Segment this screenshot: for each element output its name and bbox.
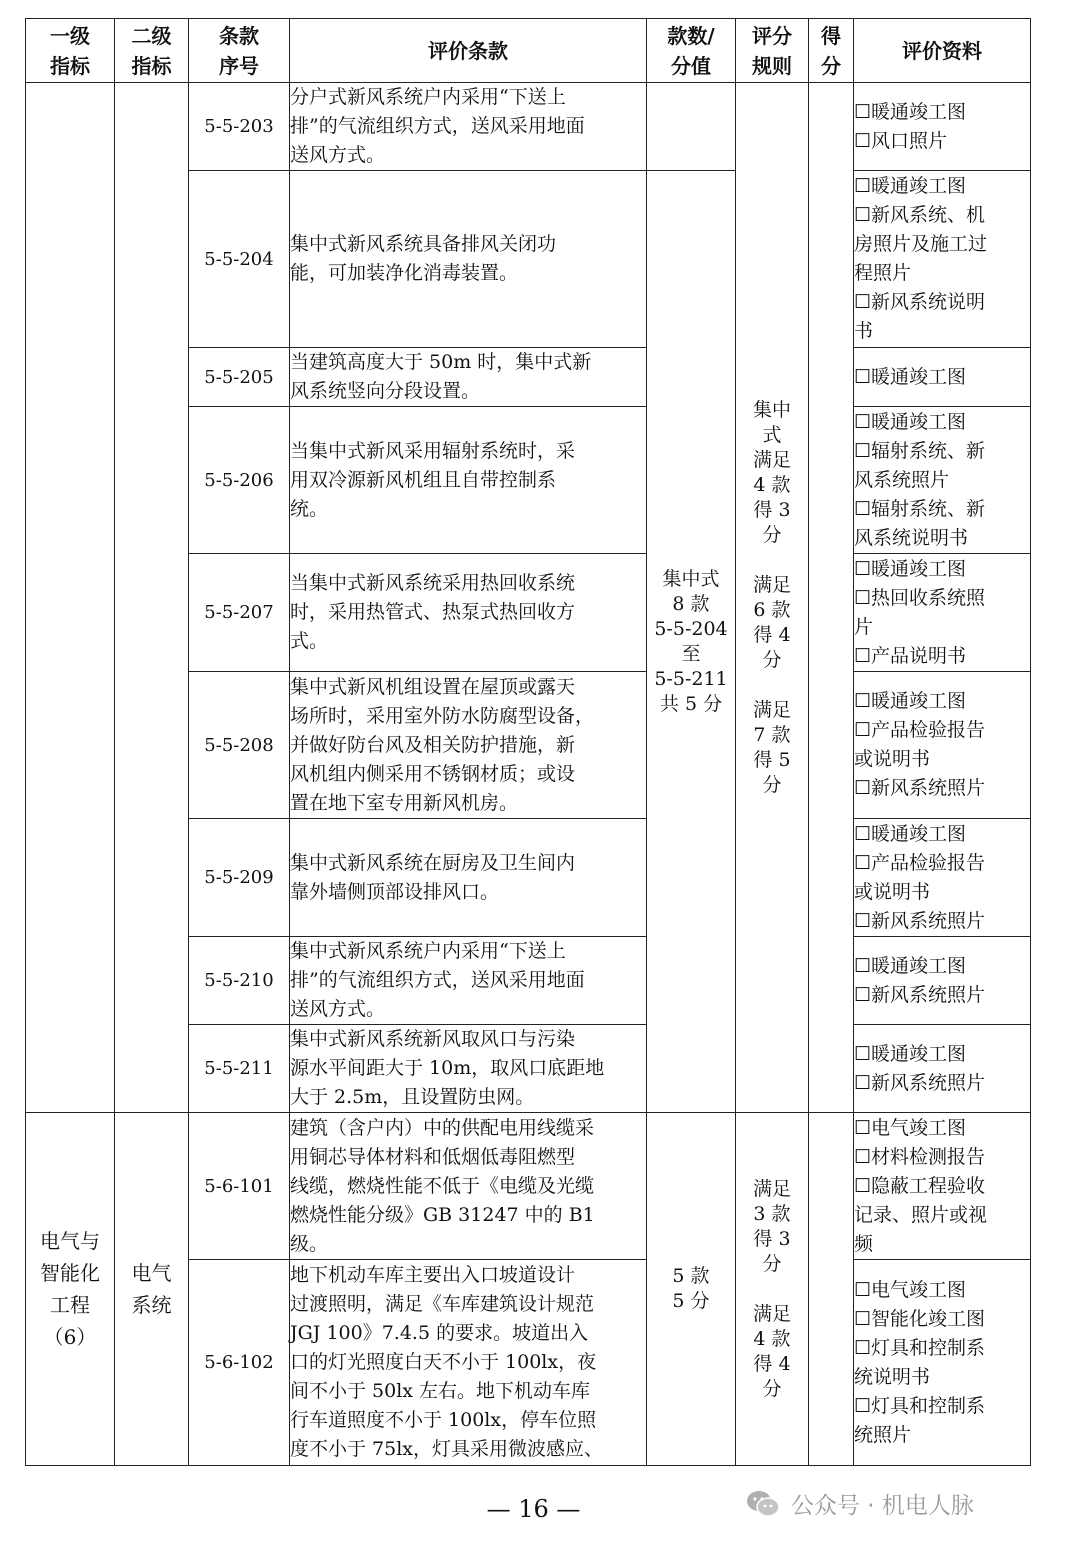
docs-checklist: ☐暖通竣工图 ☐产品检验报告 或说明书 ☐新风系统照片 — [854, 690, 986, 799]
table-row — [26, 1113, 1031, 1260]
header-rule: 评分 规则 — [736, 19, 809, 83]
clause-text — [290, 1260, 647, 1466]
clause-code: 5-5-208 — [189, 672, 290, 819]
clause-lines: 集中式新风系统户内采用“下送上 排”的气流组织方式，送风采用地面 送风方式。 — [290, 940, 585, 1020]
docs-checklist: ☐电气竣工图 ☐材料检测报告 ☐隐蔽工程验收 记录、照片或视 频 — [854, 1116, 988, 1255]
clause-code: 5-5-204 — [189, 171, 290, 348]
eval-docs — [854, 819, 1031, 937]
docs-checklist: ☐暖通竣工图 ☐新风系统、机 房照片及施工过 程照片 ☐新风系统说明 书 — [854, 175, 988, 342]
count-lines: 集中式 8 款 5-5-204 至 5-5-211 共 5 分 — [654, 567, 728, 715]
header-row — [26, 19, 1031, 83]
level1-lines: 电气与 智能化 工程 （6） — [40, 1229, 100, 1349]
rule-lines: 满足 3 款 得 3 分 满足 4 款 得 4 分 — [752, 1177, 791, 1400]
count-cell — [647, 1113, 736, 1466]
clause-code: 5-5-211 — [189, 1025, 290, 1113]
header-clause: 评价条款 — [290, 19, 647, 83]
eval-docs — [854, 171, 1031, 348]
clause-lines: 集中式新风系统在厨房及卫生间内 靠外墙侧顶部设排风口。 — [290, 851, 576, 903]
count-cell — [647, 171, 736, 1113]
header-count: 款数/ 分值 — [647, 19, 736, 83]
docs-checklist: ☐暖通竣工图 — [854, 365, 967, 388]
count-cell-empty — [647, 83, 736, 171]
clause-lines: 当建筑高度大于 50m 时，集中式新 风系统竖向分段设置。 — [290, 351, 592, 402]
clause-code: 5-6-102 — [189, 1260, 290, 1466]
clause-text — [290, 407, 647, 554]
clause-lines: 建筑（含户内）中的供配电用线缆采 用铜芯导体材料和低烟低毒阻燃型 线缆，燃烧性能不低于《电缆及光缆 燃烧性能分级》GB 31247 中的 B1 级。 — [290, 1116, 595, 1255]
eval-docs — [854, 1260, 1031, 1466]
clause-lines: 当集中式新风采用辐射系统时，采 用双冷源新风机组且自带控制系 统。 — [290, 439, 576, 520]
eval-docs — [854, 348, 1031, 407]
score-cell — [809, 1113, 854, 1466]
clause-code: 5-5-207 — [189, 554, 290, 672]
level2-lines: 电气 系统 — [131, 1261, 172, 1317]
rule-cell — [736, 1113, 809, 1466]
clause-text — [290, 1113, 647, 1260]
count-lines: 5 款 5 分 — [672, 1265, 710, 1312]
docs-checklist: ☐暖通竣工图 ☐新风系统照片 — [854, 1042, 986, 1094]
eval-docs — [854, 407, 1031, 554]
clause-code: 5-6-101 — [189, 1113, 290, 1260]
clause-text — [290, 672, 647, 819]
score-cell — [809, 83, 854, 1113]
clause-code: 5-5-205 — [189, 348, 290, 407]
watermark-text: 公众号 · 机电人脉 — [791, 1493, 974, 1519]
clause-code: 5-5-209 — [189, 819, 290, 937]
clause-code: 5-5-206 — [189, 407, 290, 554]
clause-text — [290, 819, 647, 937]
header-level2: 二级 指标 — [115, 19, 189, 83]
header-level1: 一级 指标 — [26, 19, 115, 83]
eval-docs — [854, 554, 1031, 672]
eval-docs — [854, 672, 1031, 819]
docs-checklist: ☐暖通竣工图 ☐产品检验报告 或说明书 ☐新风系统照片 — [854, 822, 986, 932]
table-row — [26, 83, 1031, 171]
watermark — [745, 1487, 974, 1520]
header-docs: 评价资料 — [854, 19, 1031, 83]
clause-lines: 集中式新风机组设置在屋顶或露天 场所时，采用室外防水防腐型设备， 并做好防台风及相关防护措施，新 风机组内侧采用不锈钢材质；或设 置在地下室专用新风机房。 — [290, 675, 595, 814]
clause-text — [290, 83, 647, 171]
clause-code: 5-5-210 — [189, 937, 290, 1025]
header-code: 条款 序号 — [189, 19, 290, 83]
clause-lines: 当集中式新风系统采用热回收系统 时，采用热管式、热泵式热回收方 式。 — [290, 572, 576, 652]
level1-cell — [26, 83, 115, 1113]
clause-lines: 集中式新风系统新风取风口与污染 源水平间距大于 10m，取风口底距地 大于 2.5m，且设置防虫网。 — [290, 1028, 605, 1108]
level1-cell — [26, 1113, 115, 1466]
level2-cell — [115, 1113, 189, 1466]
clause-text — [290, 1025, 647, 1113]
rule-lines: 集中 式 满足 4 款 得 3 分 满足 6 款 得 4 分 满足 7 款 得 5 分 — [752, 398, 791, 796]
clause-lines: 分户式新风系统户内采用“下送上 排”的气流组织方式，送风采用地面 送风方式。 — [290, 86, 585, 166]
eval-docs — [854, 1113, 1031, 1260]
docs-checklist: ☐暖通竣工图 ☐热回收系统照 片 ☐产品说明书 — [854, 557, 986, 667]
wechat-icon — [745, 1489, 781, 1519]
rule-cell — [736, 83, 809, 1113]
clause-text — [290, 937, 647, 1025]
eval-docs — [854, 937, 1031, 1025]
clause-text — [290, 348, 647, 407]
level2-cell — [115, 83, 189, 1113]
clause-code: 5-5-203 — [189, 83, 290, 171]
clause-lines: 地下机动车库主要出入口坡道设计 过渡照明，满足《车库建筑设计规范 JGJ 100》7.4.5 的要求。坡道出入 口的灯光照度白天不小于 100lx，夜 间不小于 50lx 左右。地下机动车库 行车道照度不小于 100lx，停车位照 度不小于 75lx，灯具采用微波感应、 — [290, 1264, 604, 1460]
clause-text — [290, 554, 647, 672]
docs-checklist: ☐暖通竣工图 ☐新风系统照片 — [854, 954, 986, 1006]
eval-docs — [854, 1025, 1031, 1113]
evaluation-table — [25, 18, 1031, 1466]
clause-text — [290, 171, 647, 348]
page-number: — 16 — — [486, 1495, 581, 1523]
clause-lines: 集中式新风系统具备排风关闭功 能，可加装净化消毒装置。 — [290, 233, 557, 284]
eval-docs — [854, 83, 1031, 171]
header-score: 得 分 — [809, 19, 854, 83]
docs-checklist: ☐暖通竣工图 ☐风口照片 — [854, 100, 967, 152]
docs-checklist: ☐暖通竣工图 ☐辐射系统、新 风系统照片 ☐辐射系统、新 风系统说明书 — [854, 410, 986, 549]
docs-checklist: ☐电气竣工图 ☐智能化竣工图 ☐灯具和控制系 统说明书 ☐灯具和控制系 统照片 — [854, 1278, 986, 1446]
